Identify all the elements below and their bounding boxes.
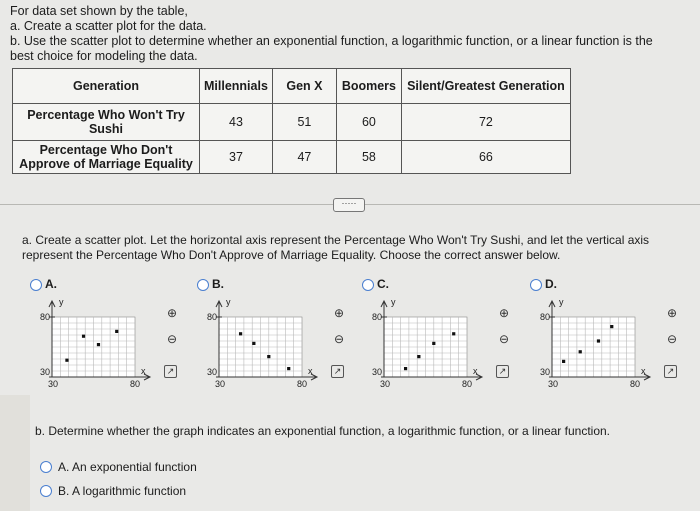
- row-label: Percentage Who Won't Try Sushi: [13, 104, 200, 141]
- y-tick-label: 80: [206, 312, 217, 322]
- data-point: [432, 342, 435, 345]
- option-a[interactable]: [30, 277, 200, 407]
- data-point: [562, 360, 565, 363]
- x-tick-label: 80: [629, 379, 641, 389]
- table-cell: 58: [336, 141, 401, 174]
- data-point: [267, 355, 270, 358]
- y-tick-label: 80: [39, 312, 50, 322]
- table-header: Generation: [13, 69, 200, 104]
- data-point: [579, 350, 582, 353]
- data-point: [452, 332, 455, 335]
- external-link-icon[interactable]: ↗: [331, 365, 344, 378]
- data-point: [82, 335, 85, 338]
- radio-button[interactable]: [40, 461, 52, 473]
- y-axis-label: y: [559, 297, 564, 307]
- zoom-out-icon[interactable]: ⊖: [333, 332, 345, 346]
- option-label: C.: [377, 277, 389, 291]
- data-table: [12, 68, 571, 174]
- row-label: Percentage Who Don't Approve of Marriage Equality: [13, 141, 200, 174]
- data-point: [404, 367, 407, 370]
- data-point: [115, 330, 118, 333]
- data-point: [239, 332, 242, 335]
- zoom-in-icon[interactable]: ⊕: [166, 306, 178, 320]
- data-point: [597, 339, 600, 342]
- y-tick-label: 80: [539, 312, 550, 322]
- x-tick-label: 30: [379, 379, 391, 389]
- part-b-question: b. Determine whether the graph indicates an exponential function, a logarithmic function, or a linear function.: [35, 424, 611, 438]
- x-tick-label: 80: [461, 379, 473, 389]
- zoom-in-icon[interactable]: ⊕: [333, 306, 345, 320]
- x-tick-label: 30: [47, 379, 59, 389]
- option-label: B.: [212, 277, 224, 291]
- y-axis-label: y: [59, 297, 64, 307]
- data-point: [287, 367, 290, 370]
- y-tick-label: 80: [371, 312, 382, 322]
- y-tick-label: 30: [206, 367, 217, 377]
- data-point: [417, 355, 420, 358]
- table-cell: 51: [272, 104, 336, 141]
- x-axis-label: x: [473, 366, 478, 376]
- table-cell: 60: [336, 104, 401, 141]
- x-axis-label: x: [308, 366, 313, 376]
- zoom-out-icon[interactable]: ⊖: [666, 332, 678, 346]
- x-tick-label: 30: [547, 379, 559, 389]
- external-link-icon[interactable]: ↗: [164, 365, 177, 378]
- y-tick-label: 30: [371, 367, 382, 377]
- problem-intro: [10, 4, 653, 64]
- intro-line: b. Use the scatter plot to determine whether an exponential function, a logarithmic function, or a linear function is the: [10, 34, 653, 48]
- data-point: [252, 342, 255, 345]
- table-header: Silent/Greatest Generation: [401, 69, 570, 104]
- external-link-icon[interactable]: ↗: [496, 365, 509, 378]
- table-cell: 72: [401, 104, 570, 141]
- external-link-icon[interactable]: ↗: [664, 365, 677, 378]
- table-cell: 47: [272, 141, 336, 174]
- y-tick-label: 30: [39, 367, 50, 377]
- y-axis-label: y: [391, 297, 396, 307]
- zoom-out-icon[interactable]: ⊖: [498, 332, 510, 346]
- intro-line: a. Create a scatter plot for the data.: [10, 19, 207, 33]
- answer-a[interactable]: [40, 460, 197, 474]
- answer-label: A. An exponential function: [58, 460, 197, 474]
- table-header: Gen X: [272, 69, 336, 104]
- zoom-in-icon[interactable]: ⊕: [498, 306, 510, 320]
- table-cell: 37: [200, 141, 273, 174]
- answer-label: B. A logarithmic function: [58, 484, 187, 498]
- x-tick-label: 80: [129, 379, 141, 389]
- option-b[interactable]: [197, 277, 367, 407]
- radio-button[interactable]: [40, 485, 52, 497]
- option-label: A.: [45, 277, 57, 291]
- data-point: [610, 325, 613, 328]
- table-cell: 66: [401, 141, 570, 174]
- intro-line: For data set shown by the table,: [10, 4, 188, 18]
- part-a-question: a. Create a scatter plot. Let the horizontal axis represent the Percentage Who Won't Try Sushi, and let the vertical axis represent the Percentage Who Don't Approve of Marriage Equality. Choose the correct answer below.: [22, 233, 650, 262]
- table-header: Boomers: [336, 69, 401, 104]
- table-cell: 43: [200, 104, 273, 141]
- y-axis-label: y: [226, 297, 231, 307]
- x-axis-label: x: [641, 366, 646, 376]
- answer-b[interactable]: [40, 484, 186, 498]
- zoom-in-icon[interactable]: ⊕: [666, 306, 678, 320]
- more-button[interactable]: ·····: [333, 198, 365, 212]
- zoom-out-icon[interactable]: ⊖: [166, 332, 178, 346]
- y-tick-label: 30: [539, 367, 550, 377]
- intro-line: best choice for modeling the data.: [10, 49, 198, 63]
- x-tick-label: 80: [296, 379, 308, 389]
- option-label: D.: [545, 277, 557, 291]
- background-strip: [0, 395, 30, 511]
- data-point: [65, 359, 68, 362]
- table-header: Millennials: [200, 69, 273, 104]
- x-tick-label: 30: [214, 379, 226, 389]
- option-c[interactable]: [362, 277, 532, 407]
- option-d[interactable]: [530, 277, 700, 407]
- data-point: [97, 343, 100, 346]
- x-axis-label: x: [141, 366, 146, 376]
